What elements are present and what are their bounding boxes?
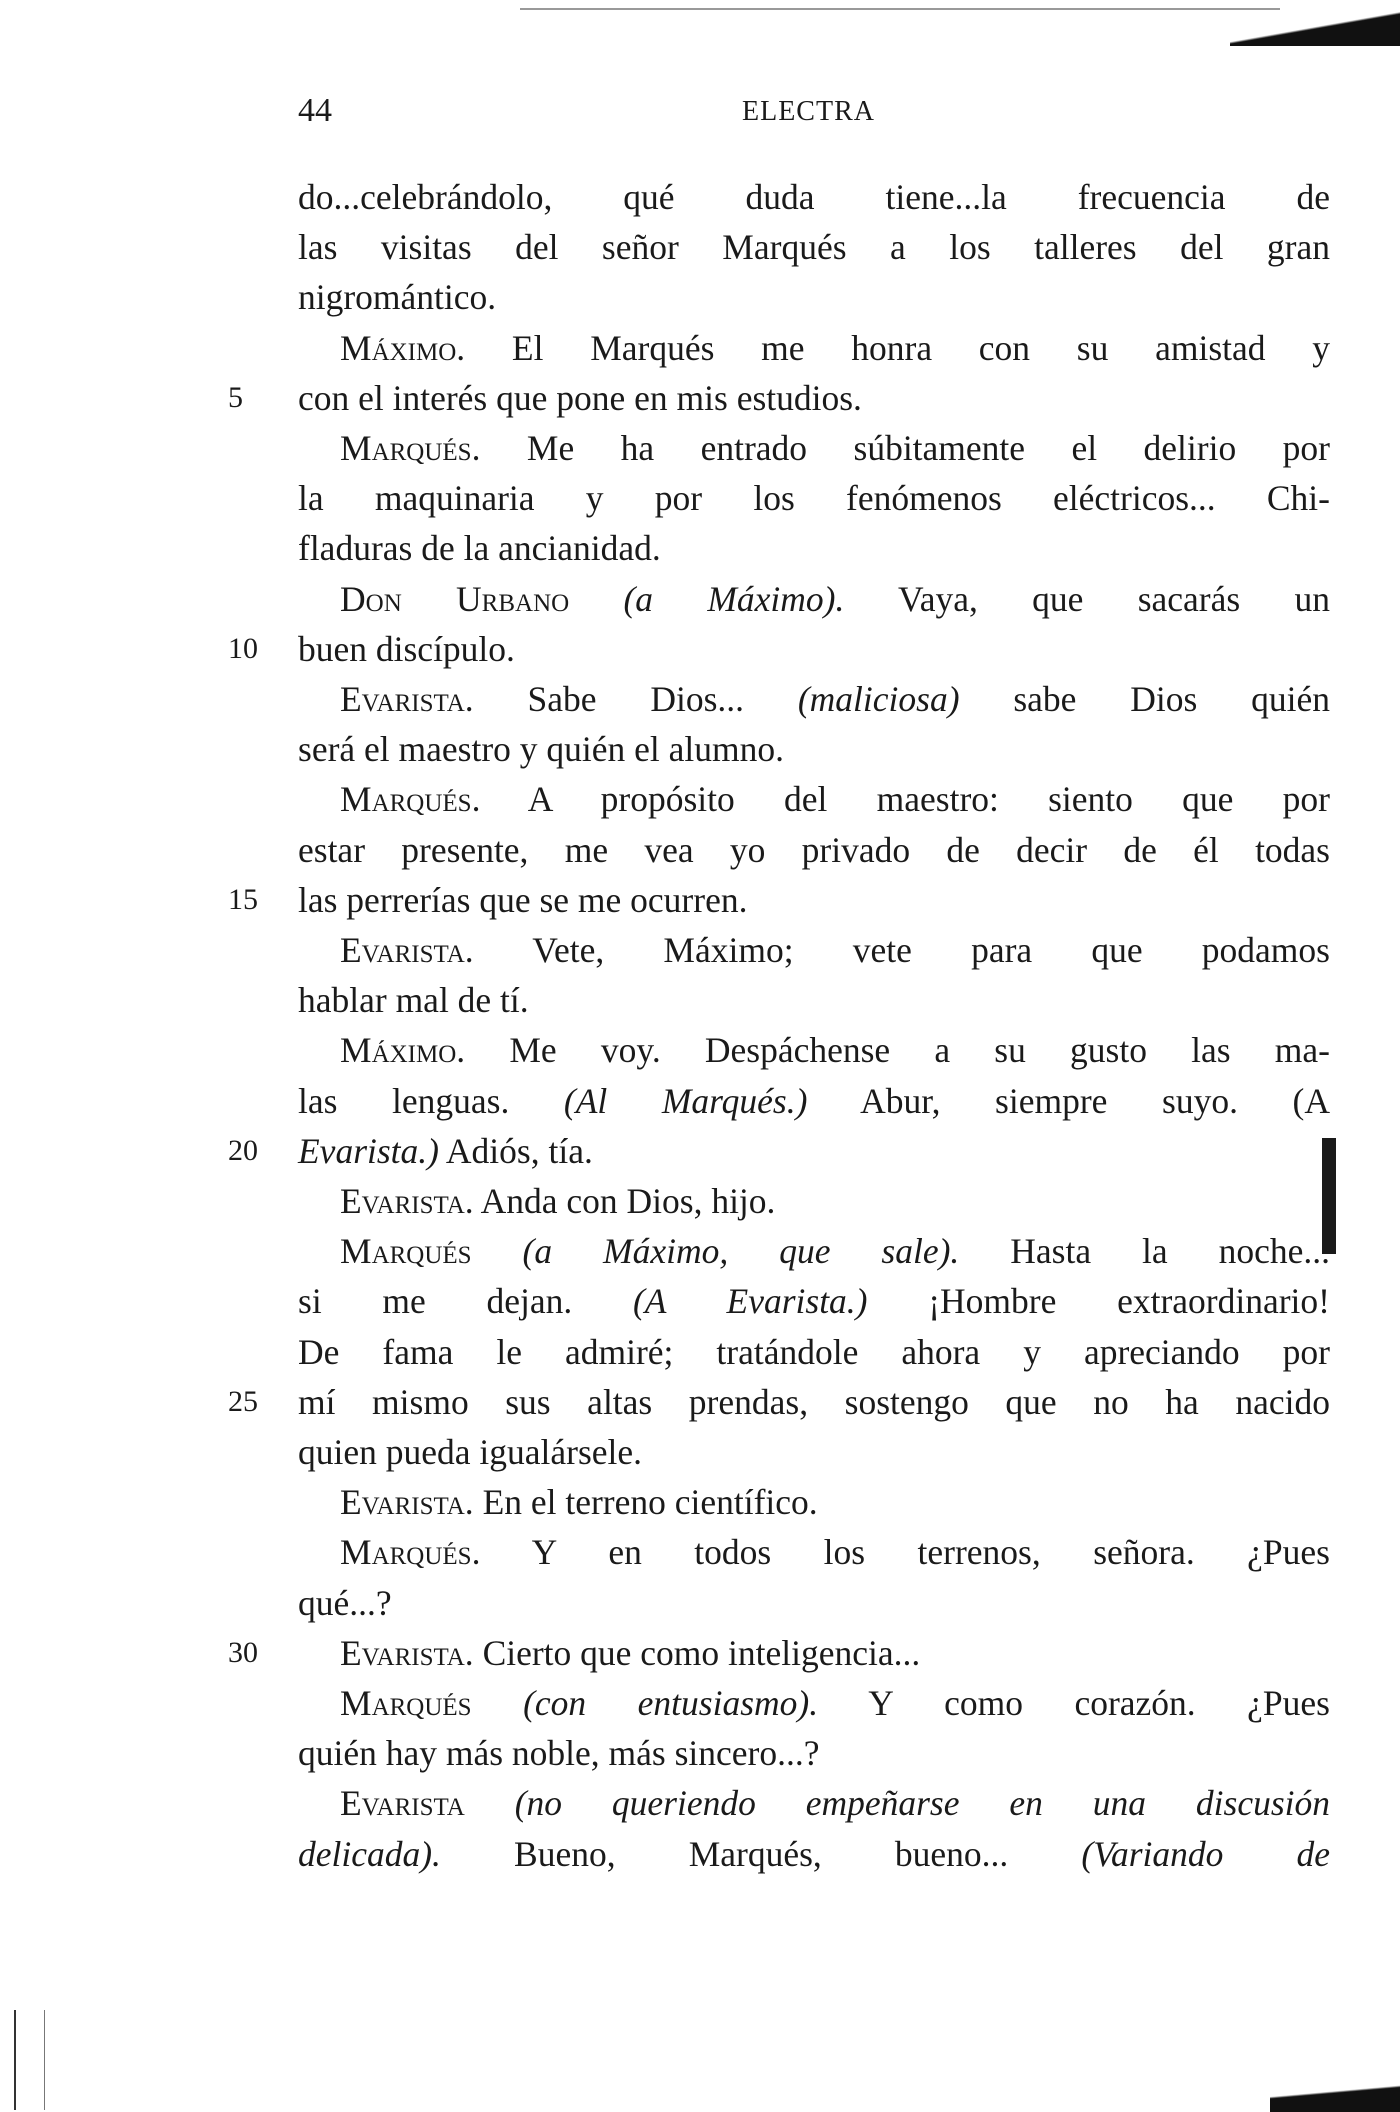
dialogue-text: Vaya, que sacarás un <box>844 578 1330 619</box>
line-number: 25 <box>228 1384 258 1418</box>
dialogue-text: mí mismo sus altas prendas, sostengo que no ha nacido <box>298 1381 1330 1422</box>
text-line <box>340 1025 1330 1075</box>
line-number: 5 <box>228 380 243 414</box>
speaker-name: Evarista. <box>340 1632 474 1673</box>
dialogue-text: ¡Hombre extraordinario! <box>867 1281 1330 1322</box>
text-line <box>340 1176 1330 1226</box>
dialogue-text: Y como corazón. ¿Pues <box>818 1683 1330 1723</box>
line-number: 10 <box>228 631 258 665</box>
speaker-name: Marqués. <box>340 779 481 820</box>
text-line <box>340 1628 1330 1678</box>
text-line <box>298 1076 1330 1126</box>
dialogue-text: De fama le admiré; tratándole ahora y apreciando por <box>298 1331 1330 1372</box>
dialogue-text: Hasta la noche... <box>959 1231 1331 1272</box>
dialogue-text: las lenguas. <box>298 1080 564 1121</box>
stage-direction: (A Evarista.) <box>632 1281 868 1322</box>
dialogue-text: quien pueda igualársele. <box>298 1432 643 1472</box>
text-line <box>298 1427 1330 1477</box>
dialogue-text: será el maestro y quién el alumno. <box>298 729 784 770</box>
text-line <box>340 925 1330 975</box>
line-number: 20 <box>228 1133 258 1167</box>
stage-direction: (a Máximo, que sale). <box>522 1231 960 1272</box>
text-line <box>298 975 1330 1025</box>
dialogue-text: fladuras de la ancianidad. <box>298 528 661 569</box>
dialogue-text: estar presente, me vea yo privado de decir de él todas <box>298 829 1330 870</box>
dialogue-text: quién hay más noble, más sincero...? <box>298 1733 820 1774</box>
text-line <box>298 624 1330 674</box>
text-line <box>340 1778 1330 1828</box>
dialogue-text: Abur, siempre suyo. (A <box>807 1080 1330 1121</box>
text-line <box>298 272 1330 322</box>
text-line <box>298 172 1330 222</box>
speaker-name: Evarista. <box>340 1482 474 1523</box>
text-line <box>298 473 1330 523</box>
text-line <box>298 1578 1330 1628</box>
dialogue-text: nigromántico. <box>298 277 497 318</box>
dialogue-text: Y en todos los terrenos, señora. ¿Pues <box>480 1532 1330 1573</box>
dialogue-text: las perrerías que se me ocurren. <box>298 879 748 920</box>
speaker-name: Evarista. <box>340 679 474 719</box>
stage-direction: (maliciosa) <box>797 679 960 719</box>
text-line <box>298 222 1330 272</box>
dialogue-text: El Marqués me honra con su amistad y <box>465 327 1330 368</box>
text-line <box>340 323 1330 373</box>
dialogue-text: sabe Dios quién <box>959 679 1331 719</box>
speaker-name: Máximo. <box>340 1030 466 1071</box>
dialogue-text: En el terreno científico. <box>473 1482 818 1523</box>
dialogue-text: buen discípulo. <box>298 628 515 669</box>
text-line <box>340 1678 1330 1728</box>
speaker-name: Marqués <box>340 1231 472 1272</box>
text-line <box>298 1377 1330 1427</box>
text-line <box>298 1829 1330 1879</box>
dialogue-text: Me ha entrado súbitamente el delirio por <box>480 428 1330 468</box>
speaker-name: Evarista. <box>340 1181 474 1221</box>
dialogue-text: Sabe Dios... <box>473 679 798 719</box>
stage-direction: Evarista.) <box>298 1130 439 1171</box>
stage-direction: delicada). <box>298 1833 441 1874</box>
line-number: 15 <box>228 882 258 916</box>
dialogue-text: Me voy. Despáchense a su gusto las ma- <box>465 1030 1330 1071</box>
text-line <box>298 825 1330 875</box>
stage-direction: (Variando de <box>1081 1833 1330 1874</box>
speaker-name: Marqués. <box>340 1532 481 1573</box>
text-line <box>298 875 1330 925</box>
stage-direction: (a Máximo). <box>623 578 845 619</box>
scan-corner-shadow <box>1230 0 1400 46</box>
dialogue-text: si me dejan. <box>298 1281 633 1322</box>
dialogue-text: con el interés que pone en mis estudios. <box>298 377 862 418</box>
dialogue-text: hablar mal de tí. <box>298 980 529 1021</box>
scan-binding-marks <box>14 2010 45 2110</box>
text-line <box>340 1477 1330 1527</box>
dialogue-text: Bueno, Marqués, bueno... <box>440 1833 1082 1874</box>
speaker-name: Evarista. <box>340 930 474 970</box>
text-line <box>298 1327 1330 1377</box>
scan-edge-rule <box>520 8 1280 10</box>
running-title: ELECTRA <box>742 96 875 127</box>
text-line <box>340 1226 1330 1276</box>
text-line <box>340 574 1330 624</box>
speaker-name: Marqués <box>340 1683 472 1723</box>
page-header <box>0 92 1400 142</box>
dialogue-text: A propósito del maestro: siento que por <box>480 779 1330 820</box>
scan-corner-shadow-bottom <box>1270 2070 1400 2112</box>
speaker-name: Evarista <box>340 1783 465 1824</box>
speaker-name: Máximo. <box>340 327 466 368</box>
text-line <box>298 523 1330 573</box>
text-line <box>340 674 1330 724</box>
text-line <box>298 1126 1330 1176</box>
text-line <box>298 1276 1330 1326</box>
text-line <box>298 373 1330 423</box>
line-number: 30 <box>228 1635 258 1669</box>
speaker-name: Marqués. <box>340 428 481 468</box>
text-line <box>340 774 1330 824</box>
dialogue-text: las visitas del señor Marqués a los talleres del gran <box>298 227 1330 268</box>
dialogue-text: Adiós, tía. <box>439 1130 593 1171</box>
text-line <box>340 423 1330 473</box>
speaker-name: Don Urbano <box>340 578 570 619</box>
dialogue-text: Vete, Máximo; vete para que podamos <box>473 930 1330 970</box>
dialogue-text: la maquinaria y por los fenómenos eléctricos... Chi- <box>298 478 1330 519</box>
text-line <box>340 1527 1330 1577</box>
stage-direction: (no queriendo empeñarse en una discusión <box>514 1783 1331 1824</box>
dialogue-text: qué...? <box>298 1582 392 1623</box>
stage-direction: (con entusiasmo). <box>523 1683 819 1723</box>
dialogue-text: Cierto que como inteligencia... <box>473 1632 921 1673</box>
text-line <box>298 724 1330 774</box>
text-line <box>298 1728 1330 1778</box>
dialogue-text: do...celebrándolo, qué duda tiene...la frecuencia de <box>298 177 1330 217</box>
page-number: 44 <box>298 92 332 129</box>
dialogue-text: Anda con Dios, hijo. <box>473 1181 776 1221</box>
stage-direction: (Al Marqués.) <box>563 1080 808 1121</box>
